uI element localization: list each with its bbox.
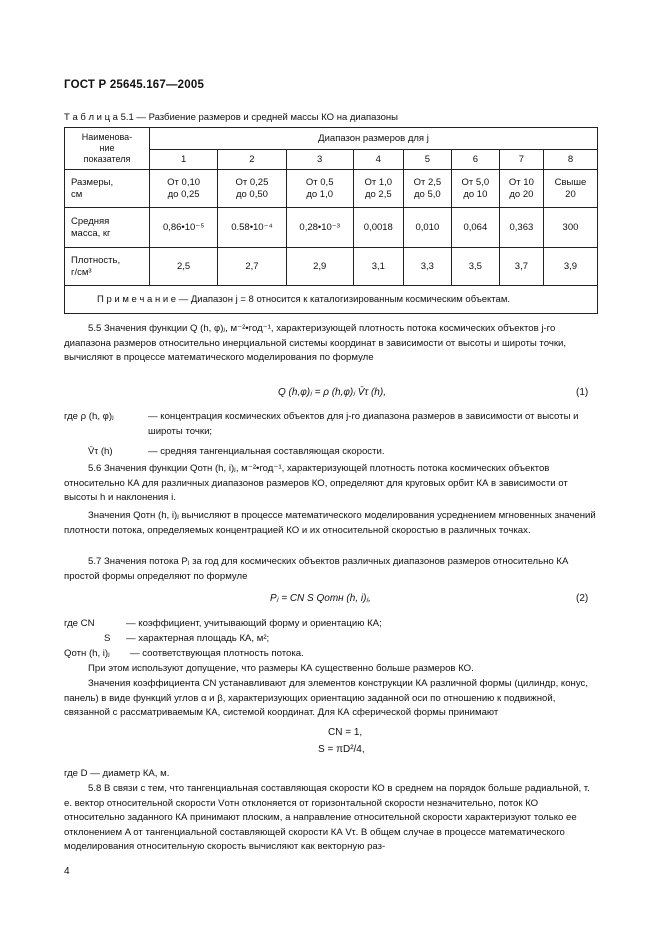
table-cell: 3,1 (353, 248, 403, 286)
size-range-table (64, 127, 598, 314)
def-s-text: — характерная площадь КА, м²; (126, 633, 270, 644)
table-cell: От 2,5 до 5,0 (403, 170, 451, 208)
table-cell: От 1,0 до 2,5 (353, 170, 403, 208)
column-header: 6 (451, 150, 499, 170)
table-cell: 0,064 (451, 208, 499, 248)
paragraph-5-6-cont: Значения Qотн (h, i)ⱼ вычисляют в процессе математического моделирования усреднением мгновенных значений плотности потока, определяемых концентрацией КО и их относительной скоростью в различных точках. (64, 510, 596, 536)
table-cell: 0,010 (403, 208, 451, 248)
column-header: 5 (403, 150, 451, 170)
def-q-lead: Qотн (h, i)ⱼ (64, 648, 110, 659)
column-header: 8 (543, 150, 597, 170)
def-rho-text: — концентрация космических объектов для j-го диапазона размеров в зависимости от высоты и широты точки; (148, 411, 579, 437)
def-s-lead: S (104, 633, 111, 644)
def-q-text: — соответствующая плотность потока. (130, 648, 304, 659)
table-cell: 3,9 (543, 248, 597, 286)
table-cell: От 0,5 до 1,0 (286, 170, 353, 208)
def-v-lead: V̄τ (h) (88, 446, 113, 457)
def-cn-text: — коэффициент, учитывающий форму и ориентацию КА; (126, 618, 382, 629)
table-cell: 2,7 (218, 248, 286, 286)
table-cell: 0,0018 (353, 208, 403, 248)
table-cell: От 10 до 20 (499, 170, 543, 208)
row-label: Плотность, г/см³ (65, 248, 150, 286)
table-cell: От 5,0 до 10 (451, 170, 499, 208)
column-header: 4 (353, 150, 403, 170)
row-label: Средняя масса, кг (65, 208, 150, 248)
table-cell: 3,3 (403, 248, 451, 286)
def-v-text: — средняя тангенциальная составляющая скорости. (148, 446, 385, 457)
paragraph-5-6: 5.6 Значения функции Qотн (h, i)ⱼ, м⁻²•год⁻¹, характеризующей плотность потока космических объектов относительно КА для различных диапазонов размеров КО, определяют для круговых орбит КА в зависимости от высоты h и наклонения i. (64, 463, 568, 504)
page-number: 4 (64, 866, 70, 877)
row-label: Размеры, см (65, 170, 150, 208)
table-corner-label: Наименова- ние показателя (65, 128, 150, 170)
table-cell: 300 (543, 208, 597, 248)
table-caption: Т а б л и ц а 5.1 — Разбиение размеров и средней массы КО на диапазоны (64, 112, 398, 123)
table-cell: От 0,25 до 0,50 (218, 170, 286, 208)
table-cell: 0,363 (499, 208, 543, 248)
table-note: П р и м е ч а н и е — Диапазон j = 8 относится к каталогизированным космическим объектам. (65, 286, 598, 314)
column-header: 2 (218, 150, 286, 170)
formula-2: Pⱼ = CN S Qотн (h, i)ⱼ, (270, 593, 371, 604)
table-cell: 3,7 (499, 248, 543, 286)
formula-4: S = πD²/4, (318, 744, 365, 755)
table-cell: 3,5 (451, 248, 499, 286)
formula-3: CN = 1, (328, 727, 363, 738)
formula-2-number: (2) (576, 593, 589, 604)
paragraph-5-7: 5.7 Значения потока Pⱼ за год для космических объектов различных диапазонов размеров относительно КА простой формы определяют по формуле (64, 556, 569, 582)
paragraph-assumption: При этом используют допущение, что размеры КА существенно больше размеров КО. (88, 663, 474, 674)
range-header: Диапазон размеров для j (150, 128, 598, 150)
paragraph-cn: Значения коэффициента CN устанавливают для элементов конструкции КА различной формы (цилиндр, конус, панель) в виде функций углов α и β, характеризующих ориентацию заданной оси по отношению к подвижной, связанной с рассматриваемым КА, системой координат. Для КА сферической формы принимают (64, 678, 589, 719)
formula-1-number: (1) (576, 387, 589, 398)
table-row (65, 248, 598, 286)
column-header: 7 (499, 150, 543, 170)
table-row (65, 170, 598, 208)
table-cell: 0.58•10⁻⁴ (218, 208, 286, 248)
table-cell: От 0,10 до 0,25 (150, 170, 218, 208)
table-cell: Свыше 20 (543, 170, 597, 208)
def-cn-lead: где CN (64, 618, 95, 629)
table-cell: 0,86•10⁻⁵ (150, 208, 218, 248)
paragraph-5-8: 5.8 В связи с тем, что тангенциальная составляющая скорости КО в среднем на порядок больше радиальной, т. е. вектор относительной скорости Vотн отклоняется от горизонтальной скорости незначительно, поток КО относительно заданного КА принимают плоским, а направление относительной скорости характеризуют только ее отклонением A от тангенциальной составляющей скорости КА Vτ. В общем случае в процессе математического моделирования относительную скорость вычисляют как векторную раз- (64, 783, 590, 853)
table-row (65, 208, 598, 248)
paragraph-diameter: где D — диаметр КА, м. (64, 768, 170, 779)
column-header: 3 (286, 150, 353, 170)
table-cell: 0,28•10⁻³ (286, 208, 353, 248)
formula-1: Q (h,φ)ⱼ = ρ (h,φ)ⱼ V̄τ (h), (278, 387, 386, 398)
def-rho-lead: где ρ (h, φ)ⱼ (64, 411, 114, 422)
table-cell: 2,5 (150, 248, 218, 286)
table-cell: 2,9 (286, 248, 353, 286)
paragraph-5-5: 5.5 Значения функции Q (h, φ)ⱼ, м⁻²•год⁻¹, характеризующей плотность потока космических объектов j-го диапазона размеров относительно инерциальной системы координат в зависимости от высоты и широты точки, вычисляют в процессе математического моделирования по формуле (64, 323, 567, 364)
document-header: ГОСТ Р 25645.167—2005 (64, 79, 205, 91)
column-header: 1 (150, 150, 218, 170)
